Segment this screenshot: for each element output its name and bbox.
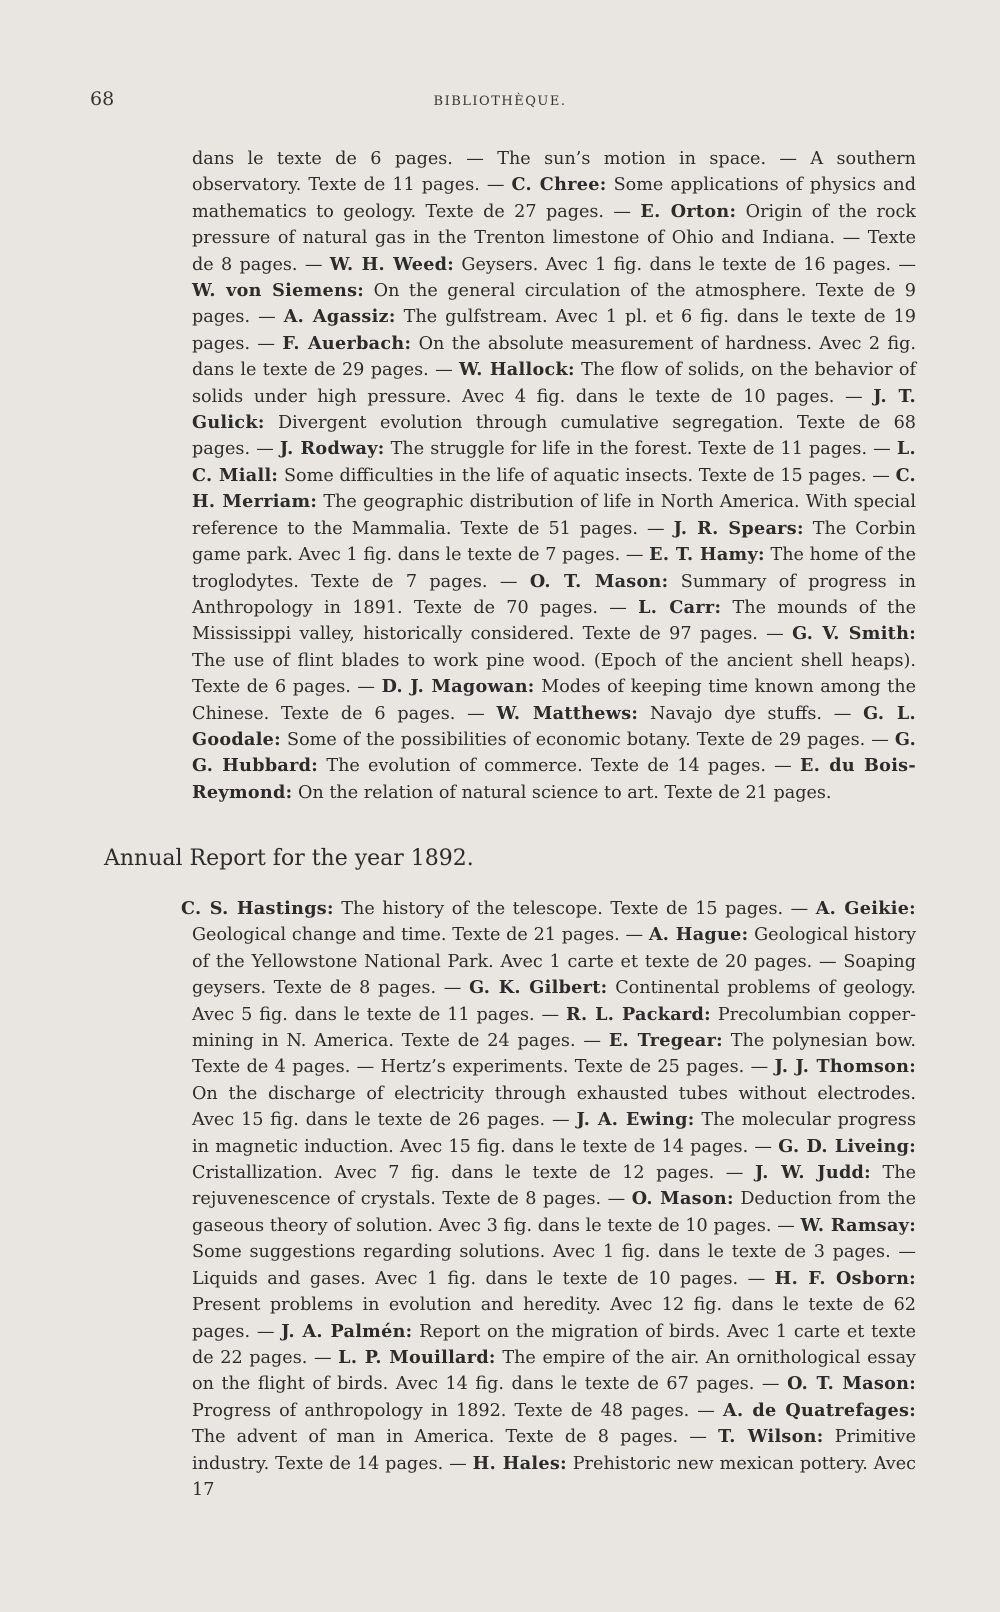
author-name: G. G. Hubbard: xyxy=(192,728,916,777)
entry-text: The evolution of commerce. Texte de 14 pages. — xyxy=(318,756,801,777)
entry-text: The home of the troglodytes. Texte de 7 pages. — xyxy=(192,545,916,592)
running-title: BIBLIOTHÈQUE. xyxy=(433,94,567,109)
entry-text: The molecular progress in magnetic induction. Avec 15 fig. dans le texte de 14 pages. — xyxy=(192,1110,916,1157)
entry-text: Origin of the rock pressure of natural gas in the Trenton limestone of Ohio and Indiana. — Texte de 8 pages. — xyxy=(192,201,916,275)
author-name: G. L. Goodale: xyxy=(192,702,916,750)
entry-text: Some applications of physics and mathematics to geology. Texte de 27 pages. — xyxy=(192,175,916,222)
author-name: H. Hales: xyxy=(472,1452,567,1474)
entry-text: Present problems in evolution and heredity. Avec 12 fig. dans le texte de 62 pages. — xyxy=(192,1295,916,1342)
author-name: L. Carr: xyxy=(638,596,722,618)
author-name: L. P. Mouillard: xyxy=(338,1346,496,1368)
entry-text: Continental problems of geology. Avec 5 fig. dans le texte de 11 pages. — xyxy=(192,978,917,1025)
entry-text: Divergent evolution through cumulative segregation. Texte de 68 pages. — xyxy=(192,413,916,460)
author-name: G. K. Gilbert: xyxy=(469,977,608,999)
author-name: W. von Siemens: xyxy=(192,280,365,302)
entry-text: Geological history of the Yellowstone National Park. Avec 1 carte et texte de 20 pages. — Soaping geysers. Texte de 8 pages. — xyxy=(192,925,917,999)
author-name: H. F. Osborn: xyxy=(774,1267,916,1289)
entry-text: Primitive industry. Texte de 14 pages. — xyxy=(192,1427,916,1474)
author-name: E. Tregear: xyxy=(608,1030,723,1052)
author-name: C. H. Merriam: xyxy=(192,464,916,513)
author-name: G. D. Liveing: xyxy=(778,1135,916,1157)
page-header xyxy=(0,88,1000,118)
bibliography-paragraph-1892 xyxy=(181,896,917,1503)
entry-text: Cristallization. Avec 7 fig. dans le texte de 12 pages. — xyxy=(192,1163,755,1184)
entry-text: Geysers. Avec 1 fig. dans le texte de 16 pages. — xyxy=(454,254,916,275)
author-name: E. du Bois-Reymond: xyxy=(192,755,916,803)
author-name: F. Auerbach: xyxy=(282,332,412,354)
author-name: O. Mason: xyxy=(631,1188,734,1210)
author-name: L. C. Miall: xyxy=(192,438,916,486)
entry-text: On the relation of natural science to art. Texte de 21 pages. xyxy=(292,782,832,803)
entry-text: The Corbin game park. Avec 1 fig. dans le texte de 7 pages. — xyxy=(192,518,916,566)
entry-text: On the discharge of electricity through exhausted tubes without electrodes. Avec 15 fig. dans le texte de 26 pages. — xyxy=(192,1083,916,1131)
entry-text: Report on the migration of birds. Avec 1 carte et texte de 22 pages. — xyxy=(192,1321,917,1368)
entry-text: The use of flint blades to work pine wood. (Epoch of the ancient shell heaps). Texte de 6 pages. — xyxy=(192,650,916,698)
entry-text: Modes of keeping time known among the Chinese. Texte de 6 pages. — xyxy=(192,677,916,724)
author-name: G. V. Smith: xyxy=(792,623,916,645)
entry-text: The empire of the air. An ornithological essay on the flight of birds. Avec 14 fig. dans le texte de 67 pages. — xyxy=(192,1347,916,1395)
entry-text: The struggle for life in the forest. Texte de 11 pages. — xyxy=(384,439,897,460)
author-name: O. T. Mason: xyxy=(787,1373,916,1395)
entry-text: The polynesian bow. Texte de 4 pages. — Hertz’s experiments. Texte de 25 pages. — xyxy=(192,1031,916,1078)
entry-text: On the general circulation of the atmosphere. Texte de 9 pages. — xyxy=(192,281,916,328)
author-name: A. Geikie: xyxy=(815,898,916,919)
entry-text: On the absolute measurement of hardness. Avec 2 fig. dans le texte de 29 pages. — xyxy=(192,333,917,381)
entry-text: Geological change and time. Texte de 21 pages. — xyxy=(192,925,649,946)
entry-text: dans le texte de 6 pages. — The sun’s motion in space. — A southern observatory. Texte de 11 pages. — xyxy=(192,149,916,196)
entry-text: Prehistoric new mexican pottery. Avec 17 xyxy=(192,1453,917,1500)
author-name: W. Ramsay: xyxy=(800,1214,917,1236)
entry-text: The advent of man in America. Texte de 8 pages. — xyxy=(192,1427,719,1448)
author-name: W. Matthews: xyxy=(496,702,639,724)
author-name: D. J. Magowan: xyxy=(381,676,535,698)
entry-text: The geographic distribution of life in North America. With special reference to the Mammalia. Texte de 51 pages. — xyxy=(192,492,916,539)
entry-text: Precolumbian copper-mining in N. America. Texte de 24 pages. — xyxy=(192,1004,916,1052)
author-name: A. Agassiz: xyxy=(283,306,396,328)
author-name: C. S. Hastings: xyxy=(181,898,334,919)
entry-text: Summary of progress in Anthropology in 1891. Texte de 70 pages. — xyxy=(192,571,916,618)
author-name: E. Orton: xyxy=(640,200,737,222)
entry-text: Deduction from the gaseous theory of solution. Avec 3 fig. dans le texte de 10 pages. — xyxy=(192,1189,917,1236)
author-name: W. H. Weed: xyxy=(329,253,455,275)
author-name: E. T. Hamy: xyxy=(649,544,765,566)
entry-text: The history of the telescope. Texte de 15 pages. — xyxy=(333,899,816,919)
entry-text: Some difficulties in the life of aquatic insects. Texte de 15 pages. — xyxy=(278,465,896,486)
entry-text: Some suggestions regarding solutions. Avec 1 fig. dans le texte de 3 pages. — Liquids and gases. Avec 1 fig. dans le texte de 10 pages. — xyxy=(192,1242,916,1289)
entry-text: Some of the possibilities of economic botany. Texte de 29 pages. — xyxy=(280,729,895,750)
author-name: J. T. Gulick: xyxy=(192,385,916,434)
author-name: A. Hague: xyxy=(648,924,749,946)
bibliography-paragraph-1891 xyxy=(192,146,916,806)
author-name: W. Hallock: xyxy=(458,359,575,381)
entry-text: The rejuvenescence of crystals. Texte de 8 pages. — xyxy=(192,1163,916,1210)
entry-text: The gulfstream. Avec 1 pl. et 6 fig. dans le texte de 19 pages. — xyxy=(192,307,917,354)
entry-text: Navajo dye stuffs. — xyxy=(638,703,864,724)
author-name: R. L. Packard: xyxy=(566,1003,711,1025)
section-heading: Annual Report for the year 1892. xyxy=(104,846,474,871)
author-name: O. T. Mason: xyxy=(529,570,669,592)
author-name: J. A. Palmén: xyxy=(281,1320,413,1342)
author-name: J. Rodway: xyxy=(279,438,385,460)
author-name: T. Wilson: xyxy=(718,1426,824,1448)
author-name: J. R. Spears: xyxy=(673,517,804,539)
entry-text: Progress of anthropology in 1892. Texte de 48 pages. — xyxy=(192,1400,724,1421)
page-number: 68 xyxy=(90,88,115,110)
author-name: J. J. Thomson: xyxy=(774,1056,917,1078)
entry-text: The flow of solids, on the behavior of solids under high pressure. Avec 4 fig. dans le texte de 10 pages. — xyxy=(192,360,917,407)
entry-text: The mounds of the Mississippi valley, historically considered. Texte de 97 pages. — xyxy=(192,597,916,645)
author-name: J. A. Ewing: xyxy=(576,1109,695,1131)
author-name: C. Chree: xyxy=(511,174,607,196)
author-name: A. de Quatrefages: xyxy=(723,1399,916,1421)
author-name: J. W. Judd: xyxy=(754,1162,871,1184)
